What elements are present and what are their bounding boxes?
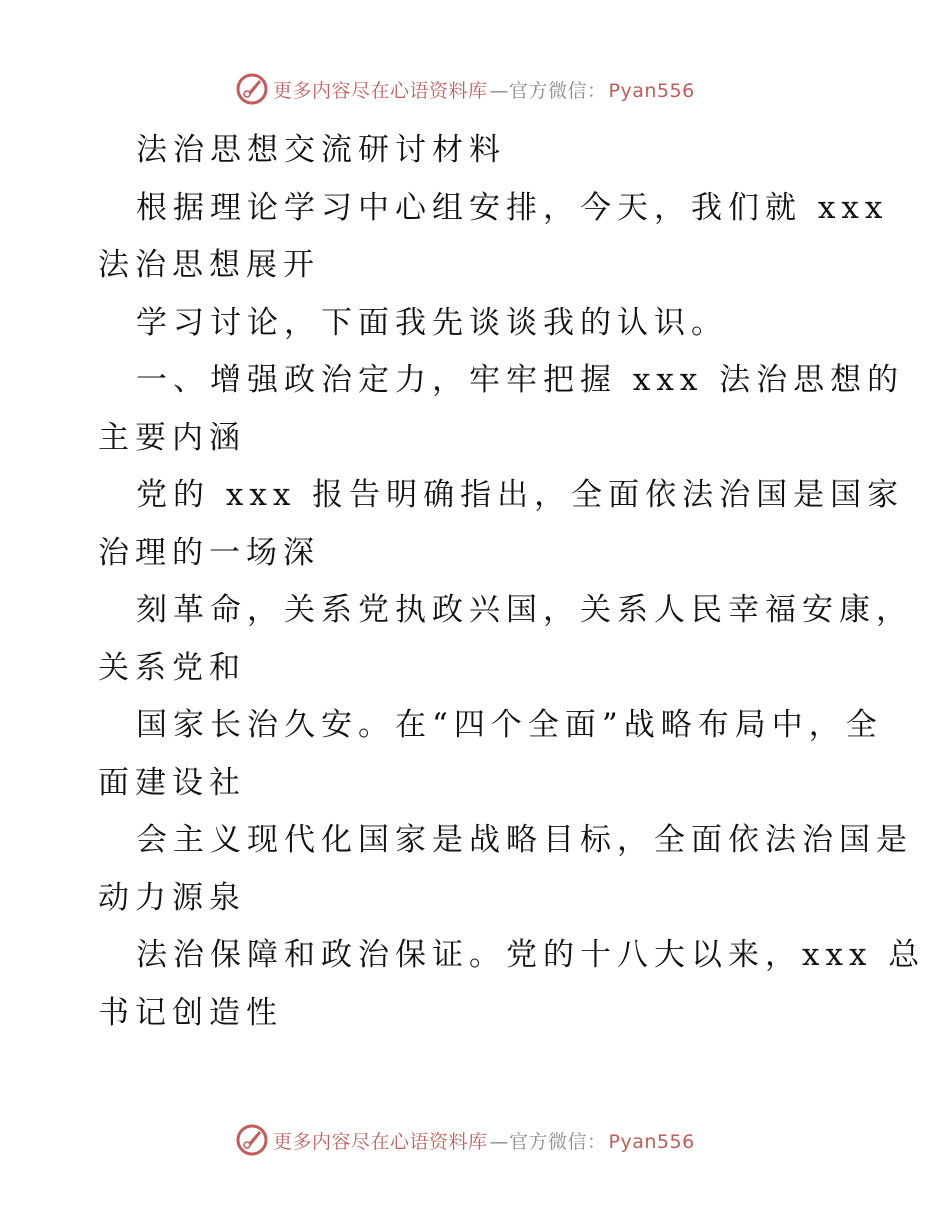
paragraph: 党的 xxx 报告明确指出，全面依法治国是国家 治理的一场深 xyxy=(98,477,905,571)
paragraph: 国家长治久安。在“四个全面”战略布局中，全 面建设社 xyxy=(98,707,883,801)
watermark-text: 更多内容尽在心语资料库 —官方微信： Pyan556 xyxy=(273,1130,695,1153)
watermark-text: 更多内容尽在心语资料库 —官方微信： Pyan556 xyxy=(273,79,695,102)
quill-logo-icon xyxy=(235,1123,269,1157)
document-body xyxy=(98,122,926,1042)
paragraph: 根据理论学习中心组安排，今天，我们就 xxx 法治思想展开 xyxy=(98,189,889,283)
paragraph: 刻革命，关系党执政兴国，关系人民幸福安康， 关系党和 xyxy=(98,592,913,686)
section-heading: 一、增强政治定力，牢牢把握 xxx 法治思想的 主要内涵 xyxy=(98,362,905,456)
paragraph: 法治保障和政治保证。党的十八大以来，xxx 总 书记创造性 xyxy=(98,937,926,1031)
header-watermark xyxy=(235,72,755,106)
document-title: 法治思想交流研讨材料 xyxy=(136,132,506,168)
quill-logo-icon xyxy=(235,72,269,106)
paragraph: 会主义现代化国家是战略目标，全面依法治国是 动力源泉 xyxy=(98,822,913,916)
footer-watermark xyxy=(235,1123,755,1157)
paragraph: 学习讨论，下面我先谈谈我的认识。 xyxy=(136,304,728,341)
